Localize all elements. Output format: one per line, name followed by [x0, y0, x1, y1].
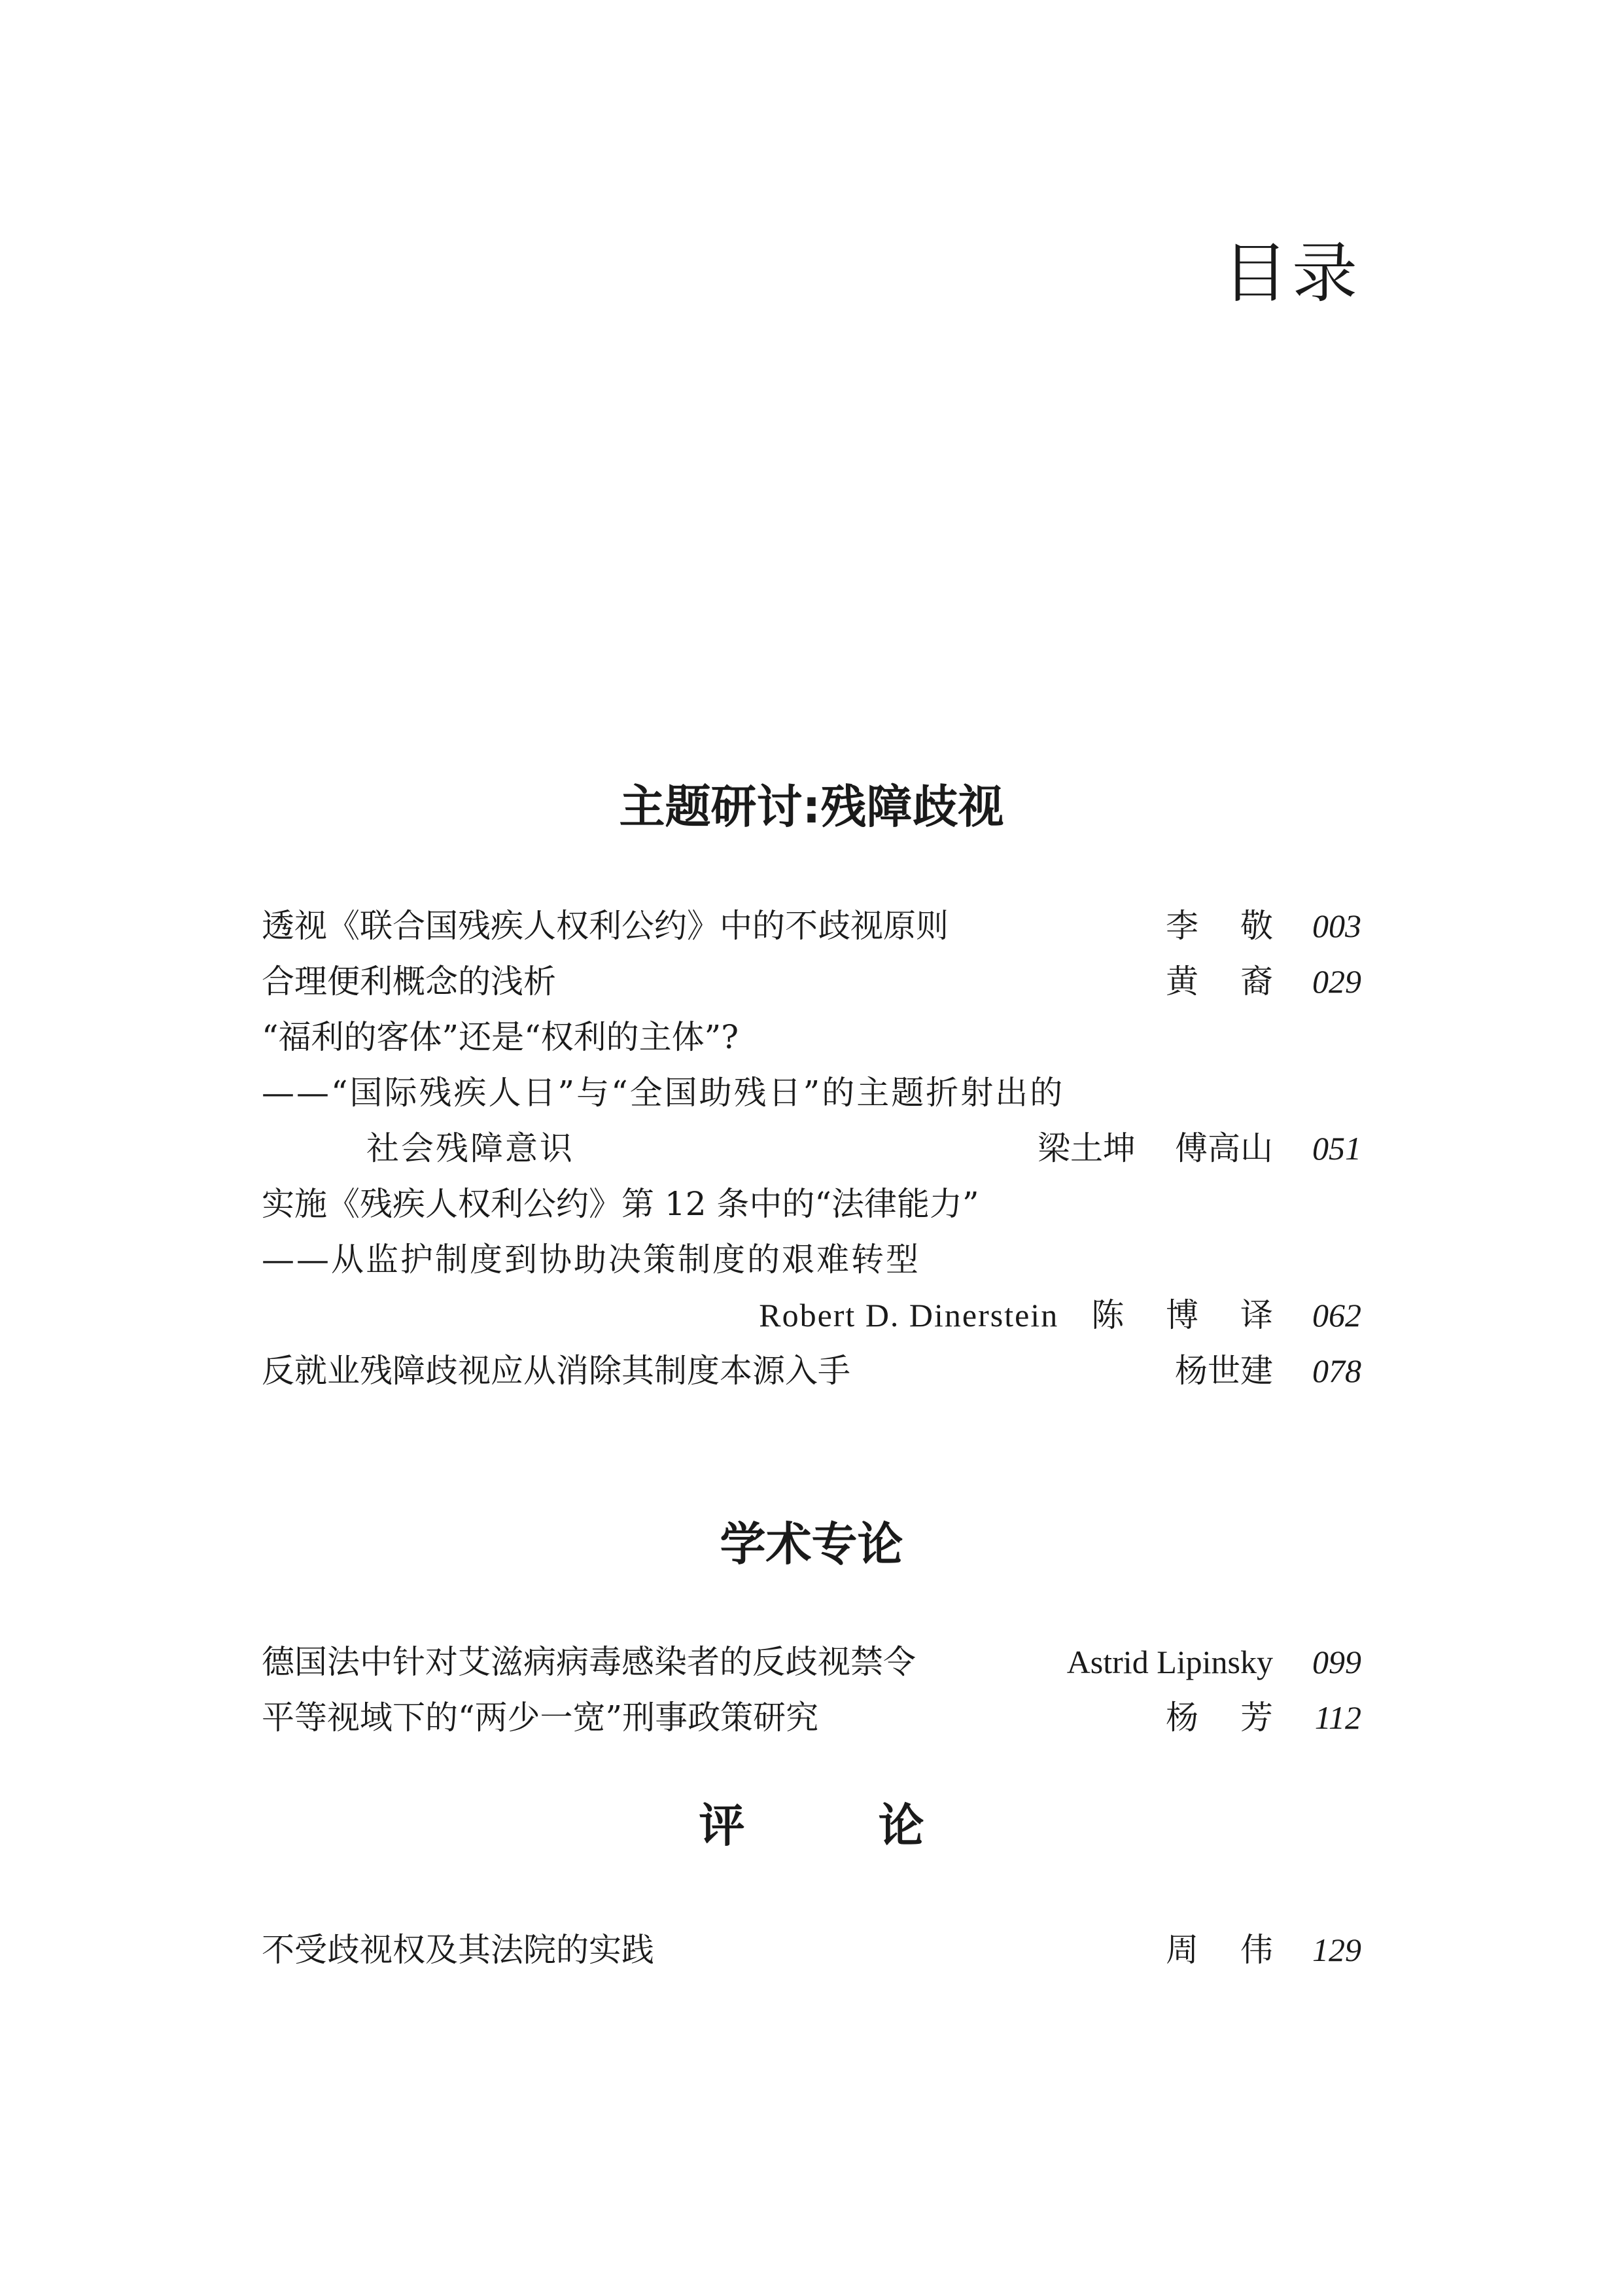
toc-entry[interactable]	[262, 903, 1361, 949]
toc-entry-author-second: 傅高山	[1175, 1129, 1273, 1167]
toc-entry-page: 129	[1312, 1932, 1361, 1968]
toc-entry[interactable]	[262, 1695, 1361, 1740]
toc-entry[interactable]	[262, 1927, 1361, 1973]
toc-entry-title: 不受歧视权及其法院的实践	[262, 1931, 654, 1969]
toc-entry-author-line	[262, 1292, 1361, 1338]
toc-entry-page: 029	[1312, 963, 1361, 1000]
toc-entry-page: 099	[1312, 1644, 1361, 1680]
toc-entry[interactable]	[262, 959, 1361, 1004]
toc-entry-subtitle: ——从监护制度到协助决策制度的艰难转型	[262, 1241, 920, 1279]
toc-entry[interactable]	[262, 1181, 1361, 1227]
toc-entry-author: 杨世建	[1175, 1352, 1273, 1390]
toc-entry-author	[1038, 1125, 1273, 1171]
toc-entry-title: 平等视域下的“两少一宽”刑事政策研究	[262, 1699, 819, 1737]
toc-entry-title: 实施《残疾人权利公约》第 12 条中的“法律能力”	[262, 1185, 979, 1223]
section-heading-academic: 学术专论	[720, 1517, 903, 1571]
toc-entry-author-latin: Robert D. Dinerstein	[759, 1297, 1059, 1333]
toc-entry[interactable]	[262, 1639, 1361, 1685]
toc-entry-page: 003	[1312, 908, 1361, 944]
toc-entry-author: 周 伟	[1166, 1931, 1289, 1969]
toc-entry-title: 反就业残障歧视应从消除其制度本源入手	[262, 1352, 850, 1390]
toc-entry-title: “福利的客体”还是“权利的主体”?	[262, 1018, 739, 1056]
toc-entry-author: 杨 芳	[1166, 1699, 1289, 1737]
toc-entry-subtitle: 社会残障意识	[366, 1129, 574, 1167]
toc-entry-author: 黄 裔	[1166, 963, 1289, 1000]
toc-entry-subtitle: ——“国际残疾人日”与“全国助残日”的主题折射出的	[262, 1074, 1065, 1112]
toc-entry-title: 德国法中针对艾滋病病毒感染者的反歧视禁令	[262, 1643, 916, 1681]
toc-entry-author	[759, 1292, 1289, 1338]
toc-entry-title: 合理便利概念的浅析	[262, 963, 556, 1000]
toc-entry-page: 112	[1314, 1699, 1361, 1736]
toc-entry-author-first: 梁土坤	[1038, 1129, 1136, 1167]
section-heading-theme: 主题研讨:残障歧视	[619, 780, 1004, 834]
toc-entry-title: 透视《联合国残疾人权利公约》中的不歧视原则	[262, 907, 949, 945]
toc-entry[interactable]	[262, 1348, 1361, 1394]
toc-entry-translator: 陈 博 译	[1091, 1296, 1289, 1334]
toc-entry-author: Astrid Lipinsky	[1066, 1644, 1273, 1680]
section-heading-review: 评 论	[699, 1799, 983, 1852]
page-title: 目录	[1223, 235, 1361, 311]
toc-entry-author: 李 敬	[1166, 907, 1289, 945]
toc-entry[interactable]	[262, 1014, 1361, 1060]
toc-entry-subtitle-line	[262, 1125, 1361, 1171]
toc-entry-page: 051	[1312, 1130, 1361, 1167]
toc-entry-subtitle-line	[262, 1237, 1361, 1282]
toc-entry-page: 062	[1312, 1297, 1361, 1333]
toc-entry-subtitle-line	[262, 1070, 1361, 1116]
toc-entry-page: 078	[1312, 1352, 1361, 1389]
